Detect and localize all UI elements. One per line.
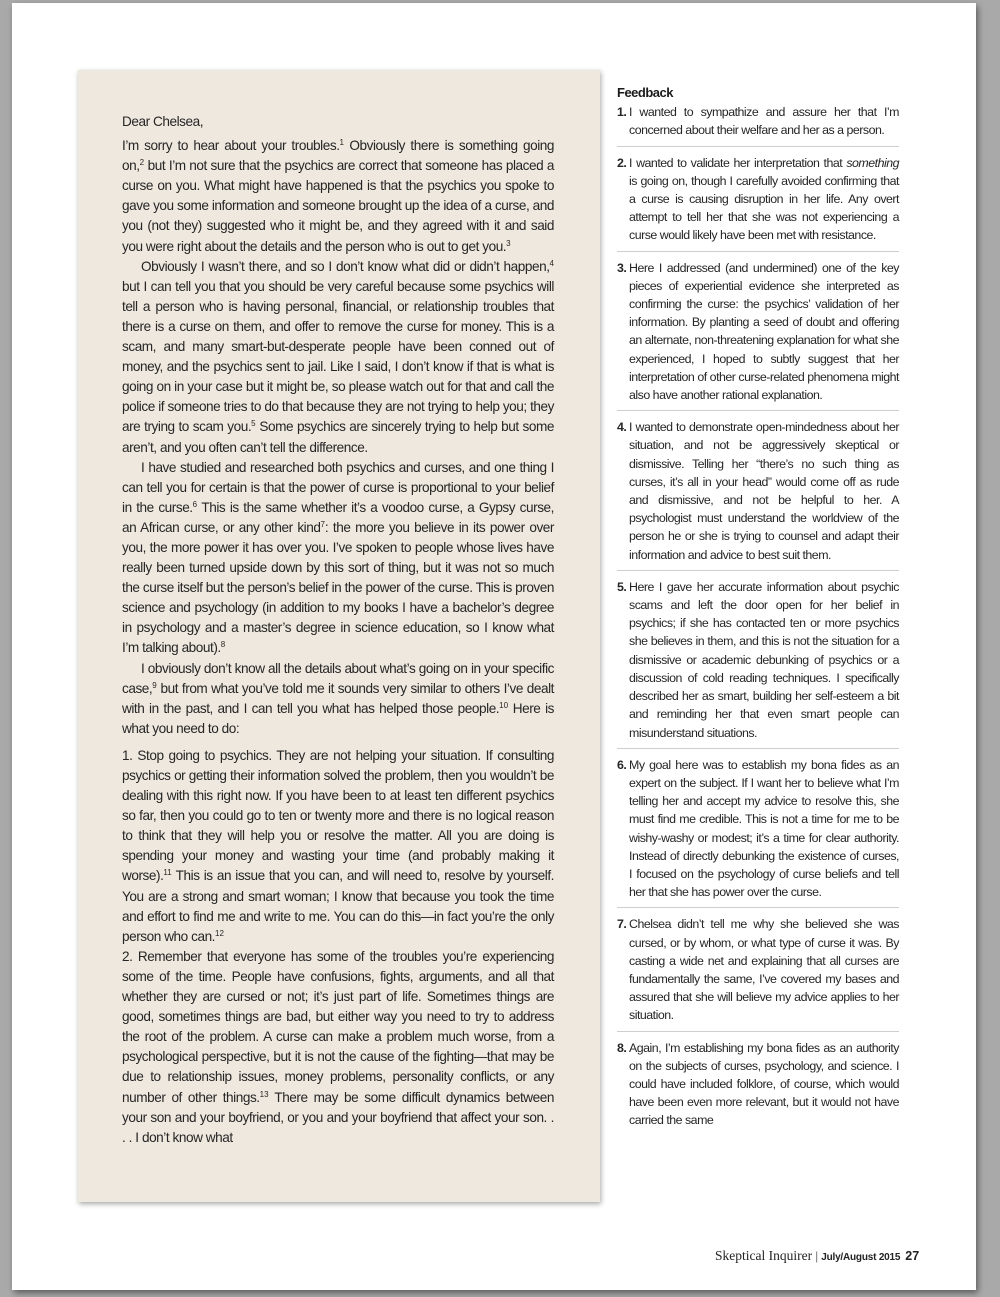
letter-list-item-2 (122, 947, 554, 1148)
text-run: I’m sorry to hear about your troubles. (122, 138, 340, 154)
text-run: I have studied and researched both psychics and curses, and one thing I can tell you for certain is that the power of curse is proportional to your belief in the curse. (122, 459, 554, 515)
feedback-text (629, 578, 899, 742)
footnote-ref: 9 (152, 680, 157, 690)
text-run: but from what you’ve told me it sounds very similar to others I’ve dealt with in the past, and I can tell you what has helped those people. (122, 680, 554, 716)
footnote-ref: 8 (220, 640, 226, 650)
feedback-number: 2. (617, 155, 627, 170)
page-number: 27 (905, 1249, 920, 1263)
feedback-item (617, 915, 899, 1031)
footnote-ref: 7 (320, 519, 325, 529)
footer-separator: | (815, 1249, 819, 1263)
feedback-item (617, 418, 899, 571)
footnote-ref: 4 (549, 258, 554, 268)
text-run: I wanted to demonstrate open-mindedness about her situation, and not be aggressively skeptical or dismissive. Telling her “there’s no such thing as curses, it’s all in your head” would come off as rude and dismissive, and not be helpful to her. A psychologist must understand the worldview of the person he or she is trying to counsel and adapt their information and advice to best suit them. (629, 420, 899, 562)
feedback-text (629, 756, 899, 902)
footnote-ref: 13 (259, 1089, 269, 1099)
text-run: : the more you believe in its power over you, the more power it has over you. I’ve spoken to people whose lives have really been turned upside down by this sort of thing, but it was not so much the curse itself but the person’s belief in the power of the curse. This is proven science and psychology (in addition to my books I have a bachelor’s degree in psychology and a master’s degree in science education, so I know what I’m talking about). (122, 519, 554, 656)
text-run: I wanted to validate her interpretation that (629, 155, 847, 170)
feedback-number: 4. (617, 420, 627, 435)
text-run: but I’m not sure that the psychics are correct that someone has placed a curse on you. What might have happened is that the psychics you spoke to gave you some information and someone brought up the idea of a curse, and you (not they) suggested who it might be, and they agreed with it and said you were right about the details and the person who is out to get you. (122, 158, 554, 254)
text-run: 2. Remember that everyone has some of the troubles you’re experiencing some of the time. People have confusions, fights, arguments, and all that whether they are cursed or not; it’s just part of life. Sometimes things are good, sometimes things are bad, but either way you need to try to address the root of the problem. A curse can make a problem much worse, from a psychological perspective, but it is not the cause of the fighting—that may be due to relationship issues, money problems, personality conflicts, or any number of other things. (122, 948, 554, 1105)
feedback-item (617, 259, 899, 412)
feedback-text (629, 259, 899, 405)
footnote-ref: 1 (339, 138, 344, 148)
feedback-number: 5. (617, 579, 627, 594)
text-run: Here is what you need to do: (122, 700, 554, 736)
footnote-ref: 11 (163, 868, 172, 878)
feedback-text (629, 418, 899, 564)
feedback-number: 1. (617, 105, 627, 120)
text-run: but I can tell you that you should be very careful because some psychics will tell a person who is having personal, financial, or relationship troubles that there is a curse on them, and offer to remove the curse for money. This is a scam, and many smart-but-desperate people have been conned out of money, and the psychics sent to jail. Like I said, I don’t know if that is what is going on in your case but it might be, so please watch out for that and call the police if someone tries to do that because they are not trying to help you; they are trying to scam you. (122, 278, 554, 435)
footnote-ref: 5 (251, 419, 256, 429)
footnote-ref: 3 (506, 238, 511, 248)
footnote-ref: 2 (139, 158, 145, 168)
feedback-number: 7. (617, 917, 627, 932)
letter-text (122, 112, 554, 1148)
letter-paragraph-4 (122, 659, 554, 739)
text-run: My goal here was to establish my bona fides as an expert on the subject. If I want her to believe what I’m telling her and accept my advice to resolve this, she must find me credible. This is not a time for me to be wishy-washy or modest; it’s a time for clear authority. Instead of directly debunking the existence of curses, I focused on the psychology of curse beliefs and tell her that she has power over the curse. (629, 757, 899, 900)
text-run: I obviously don’t know all the details about what’s going on in your specific case, (122, 660, 554, 696)
letter-list-item-1 (122, 746, 554, 947)
magazine-name: Skeptical Inquirer (715, 1248, 813, 1263)
text-run: I wanted to sympathize and assure her that I’m concerned about their welfare and her as a person. (629, 105, 899, 138)
feedback-number: 3. (617, 260, 627, 275)
text-run: 1. Stop going to psychics. They are not helping your situation. If consulting psychics or getting their information solved the problem, then you wouldn’t be dealing with this right now. If you have been to at least ten different psychics so far, then you could go to ten or twenty more and there is no logical reason to think that they will help you or resolve the matter. All you are doing is spending your money and wasting your time (and probably making it worse). (122, 747, 554, 884)
letter-paragraph-1 (122, 136, 554, 257)
feedback-text (629, 154, 899, 245)
footnote-ref: 10 (499, 700, 509, 710)
text-run: Here I addressed (and undermined) one of the key pieces of experiential evidence she interpreted as confirming the curse: the psychics’ validation of her information. By planting a seed of doubt and offering an alternate, non-threatening explanation for what she experienced, I hoped to subtly suggest that her interpretation of other curse-related phenomena might also have another rational explanation. (629, 260, 899, 403)
letter-greeting: Dear Chelsea, (122, 114, 204, 129)
feedback-item (617, 1039, 899, 1136)
feedback-text (629, 1039, 899, 1130)
text-run: is going on, though I carefully avoided confirming that a curse is causing disruption in her life. Any overt attempt to tell her that she was not experiencing a curse would likely have been met with resistance. (629, 173, 899, 243)
feedback-item (617, 756, 899, 909)
feedback-number: 6. (617, 757, 627, 772)
letter-paragraph-2 (122, 257, 554, 458)
text-run: There may be some difficult dynamics between your son and your boyfriend, or you and your boyfriend that affect your son. . . . I don’t know what (122, 1089, 554, 1145)
feedback-text (629, 915, 899, 1024)
text-run: Some psychics are sincerely trying to help but some aren’t, and you often can’t tell the difference. (122, 419, 554, 455)
text-run: Here I gave her accurate information about psychic scams and left the door open for her belief in psychics; if she has contacted ten or more psychics she believes in them, and this is not the situation for a dismissive or academic debunking of psychics or a discussion of cold reading techniques. I specifically described her as smart, building her self-esteem a bit and reminding her that even smart people can misunderstand situations. (629, 579, 899, 740)
text-run: Obviously there is something going on, (122, 138, 554, 174)
letter-paragraph-3 (122, 458, 554, 659)
footnote-ref: 6 (192, 499, 198, 509)
feedback-column (617, 84, 899, 1143)
feedback-item (617, 103, 899, 146)
feedback-number: 8. (617, 1040, 627, 1055)
feedback-item (617, 578, 899, 749)
text-run: Obviously I wasn’t there, and so I don’t know what did or didn’t happen, (141, 258, 550, 274)
page-footer (715, 1248, 920, 1264)
feedback-item (617, 154, 899, 252)
text-run: This is an issue that you can, and will need to, resolve by yourself. You are a strong and smart woman; I know that because you took the time and effort to find me and write to me. You can do this—in fact you’re the only person who can. (122, 868, 554, 944)
text-run: This is the same whether it’s a voodoo curse, a Gypsy curse, an African curse, or any other kind (122, 499, 554, 535)
text-run: Again, I’m establishing my bona fides as an authority on the subjects of curses, psychology, and science. I could have included folklore, of course, which would have been even more relevant, but it would not have carried the same (629, 1040, 899, 1128)
feedback-heading: Feedback (617, 85, 673, 100)
footnote-ref: 12 (215, 928, 224, 938)
emphasis-text: something (846, 155, 899, 170)
feedback-text (629, 103, 899, 139)
text-run: Chelsea didn’t tell me why she believed she was cursed, or by whom, or what type of curse it was. By casting a wide net and explaining that all curses are fundamentally the same, I’ve covered my bases and assured that she will believe my advice applies to her situation. (629, 917, 899, 1023)
issue-date: July/August 2015 (821, 1252, 901, 1263)
